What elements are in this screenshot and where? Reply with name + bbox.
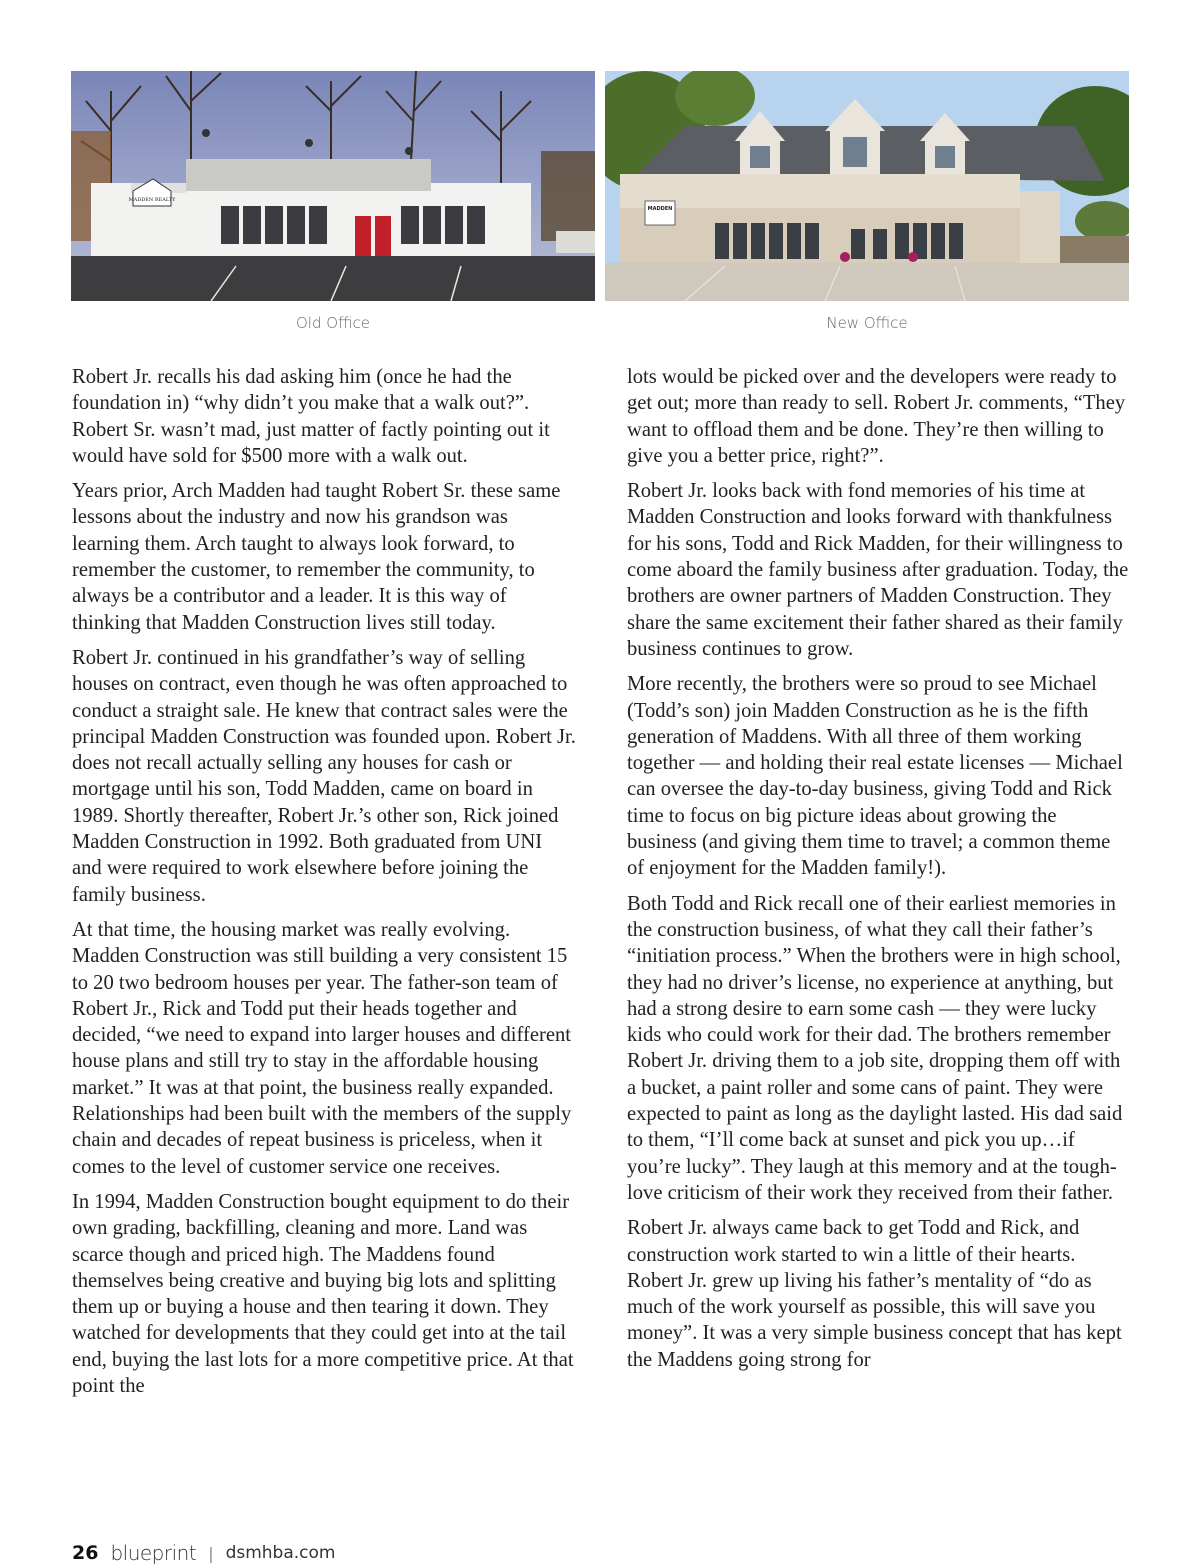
paragraph: In 1994, Madden Construction bought equipment to do their own grading, backfilling, cleaning and more. Land was scarce though and priced high. The Maddens found themselves being creative and buying big lots and splitting them up or buying a house and then tearing it down. They watched for developments that they could get into at the tail end, buying the last lots for a more competitive price. At that point the xyxy=(72,1190,574,1397)
website-link[interactable]: dsmhba.com xyxy=(225,1543,336,1563)
old-office-photo xyxy=(71,71,595,301)
old-office-sign: MADDEN REALTY xyxy=(128,197,176,203)
page-footer xyxy=(72,1540,335,1566)
new-office-caption: New Office xyxy=(826,314,908,332)
paragraph: Robert Jr. continued in his grandfather’s way of selling houses on contract, even though he was often approached to conduct a straight sale. He knew that contract sales were the principal Madden Construction was founded upon. Robert Jr. does not recall actually selling any houses for cash or mortgage until his son, Todd Madden, came on board in 1989. Shortly thereafter, Robert Jr.’s other son, Rick joined Madden Construction in 1992. Both graduated from UNI and were required to work elsewhere before joining the family business. xyxy=(72,646,576,906)
new-office-sign: MADDEN xyxy=(647,206,673,212)
paragraph: More recently, the brothers were so proud to see Michael (Todd’s son) join Madden Construction as he is the fifth generation of Maddens. With all three of them working together — and holding their real estate licenses — Michael can oversee the day-to-day business, giving Todd and Rick time to focus on big picture ideas about growing the business (and giving them time to travel; a common theme of enjoyment for the Madden family!). xyxy=(627,673,1123,880)
paragraph: lots would be picked over and the developers were ready to get out; more than ready to sell. Robert Jr. comments, “They want to offload them and be done. They’re then willing to give you a better price, right?”. xyxy=(627,366,1126,467)
paragraph: Years prior, Arch Madden had taught Robert Sr. these same lessons about the industry and now his grandson was learning them. Arch taught to always look forward, to remember the customer, to remember the community, to always be a contributor and a leader. It is this way of thinking that Madden Construction lives still today. xyxy=(72,480,561,634)
right-text-column xyxy=(627,364,1130,1382)
page-number: 26 xyxy=(72,1542,99,1564)
paragraph: At that time, the housing market was really evolving. Madden Construction was still building a very consistent 15 to 20 two bedroom houses per year. The father-son team of Robert Jr., Rick and Todd put their heads together and decided, “we need to expand into larger houses and different house plans and still try to stay in the affordable housing market.” It was at that point, the business really expanded. Relationships had been built with the members of the supply chain and decades of repeat business is priceless, when it comes to the level of customer service one receives. xyxy=(72,918,572,1178)
paragraph: Robert Jr. always came back to get Todd and Rick, and construction work started to win a little of their hearts. Robert Jr. grew up living his father’s mentality of “do as much of the work yourself as possible, this will save you money”. It was a very simple business concept that has kept the Maddens going strong for xyxy=(627,1217,1122,1371)
paragraph: Both Todd and Rick recall one of their earliest memories in the construction business, of what they call their father’s “initiation process.” When the brothers were in high school, they had no driver’s license, no experience at anything, but had a strong desire to earn some cash — they were lucky kids who could work for their dad. The brothers remember Robert Jr. driving them to a job site, dropping them off with a bucket, a paint roller and some cans of paint. They were expected to paint as long as the daylight lasted. His dad said to them, “I’ll come back at sunset and pick you up…if you’re lucky”. They laugh at this memory and at the tough-love criticism of their work they received from their father. xyxy=(627,892,1123,1204)
old-office-caption: Old Office xyxy=(295,314,371,332)
paragraph: Robert Jr. recalls his dad asking him (once he had the foundation in) “why didn’t you make that a walk out?”. Robert Sr. wasn’t mad, just matter of factly pointing out it would have sold for $500 more with a walk out. xyxy=(72,366,550,467)
paragraph: Robert Jr. looks back with fond memories of his time at Madden Construction and looks forward with thankfulness for his sons, Todd and Rick Madden, for their willingness to come aboard the family business after graduation. Today, the brothers are owner partners of Madden Construction. They share the same excitement their father shared as their family business continues to grow. xyxy=(627,480,1129,660)
magazine-logo: blueprint xyxy=(110,1541,197,1565)
left-text-column xyxy=(72,364,577,1408)
new-office-photo xyxy=(605,71,1129,301)
footer-separator: | xyxy=(208,1543,214,1563)
